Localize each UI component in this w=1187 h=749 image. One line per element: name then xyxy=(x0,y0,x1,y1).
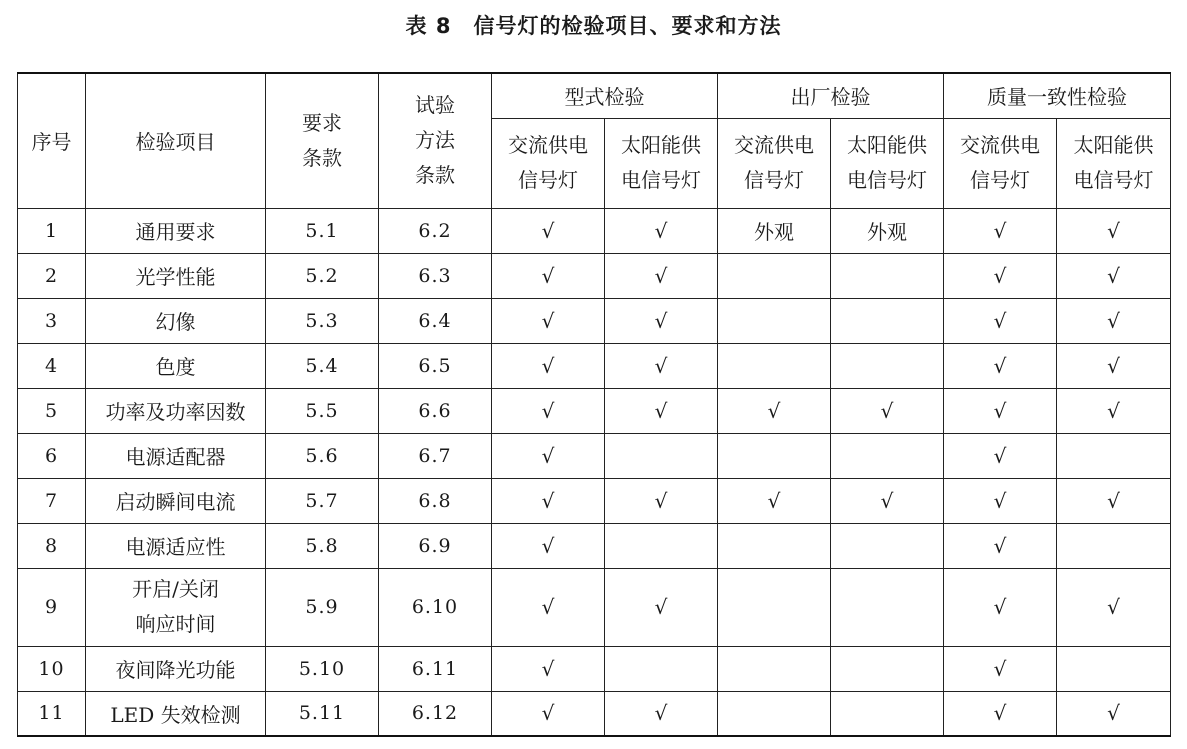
cell-consistency-ac: √ xyxy=(944,208,1057,253)
cell-type-solar: √ xyxy=(605,568,718,646)
header-ac-line1: 交流供电 xyxy=(508,133,588,157)
cell-item-line1: 开启/关闭 xyxy=(132,577,219,601)
cell-seq: 5 xyxy=(18,388,86,433)
cell-seq: 3 xyxy=(18,298,86,343)
cell-consistency-ac: √ xyxy=(944,253,1057,298)
cell-factory-solar xyxy=(831,646,944,691)
table-row xyxy=(18,343,1171,388)
cell-item: 电源适配器 xyxy=(86,433,266,478)
header-seq: 序号 xyxy=(18,73,86,208)
table-row xyxy=(18,646,1171,691)
cell-type-ac: √ xyxy=(492,568,605,646)
header-solar-line1: 太阳能供 xyxy=(847,133,927,157)
cell-consistency-ac: √ xyxy=(944,388,1057,433)
header-factory-test: 出厂检验 xyxy=(718,73,944,118)
cell-factory-ac xyxy=(718,691,831,736)
cell-type-ac: √ xyxy=(492,388,605,433)
header-solar-line2: 电信号灯 xyxy=(621,168,701,192)
header-ac-line2: 信号灯 xyxy=(744,168,804,192)
cell-seq: 1 xyxy=(18,208,86,253)
cell-factory-ac xyxy=(718,568,831,646)
table-body xyxy=(18,208,1171,736)
cell-requirement: 5.1 xyxy=(266,208,379,253)
cell-type-ac: √ xyxy=(492,253,605,298)
cell-factory-ac: √ xyxy=(718,478,831,523)
cell-type-ac: √ xyxy=(492,523,605,568)
cell-requirement: 5.6 xyxy=(266,433,379,478)
cell-method: 6.12 xyxy=(379,691,492,736)
header-ac-line2: 信号灯 xyxy=(970,168,1030,192)
table-row xyxy=(18,691,1171,736)
cell-type-ac: √ xyxy=(492,298,605,343)
table-row xyxy=(18,253,1171,298)
cell-requirement: 5.11 xyxy=(266,691,379,736)
table-header xyxy=(18,73,1171,208)
cell-type-ac: √ xyxy=(492,208,605,253)
cell-consistency-solar: √ xyxy=(1057,208,1171,253)
header-requirement-line1: 要求 xyxy=(302,110,342,135)
cell-requirement: 5.8 xyxy=(266,523,379,568)
cell-item: 色度 xyxy=(86,343,266,388)
header-type-solar xyxy=(605,118,718,208)
cell-factory-ac xyxy=(718,343,831,388)
cell-consistency-ac: √ xyxy=(944,691,1057,736)
cell-consistency-solar: √ xyxy=(1057,568,1171,646)
cell-consistency-solar: √ xyxy=(1057,343,1171,388)
table-row xyxy=(18,388,1171,433)
cell-consistency-solar: √ xyxy=(1057,478,1171,523)
header-ac-line1: 交流供电 xyxy=(734,133,814,157)
cell-factory-ac: √ xyxy=(718,388,831,433)
cell-item: 夜间降光功能 xyxy=(86,646,266,691)
cell-consistency-ac: √ xyxy=(944,568,1057,646)
cell-consistency-ac: √ xyxy=(944,523,1057,568)
cell-consistency-solar xyxy=(1057,433,1171,478)
cell-type-solar: √ xyxy=(605,691,718,736)
header-solar-line1: 太阳能供 xyxy=(1073,133,1154,157)
cell-seq: 4 xyxy=(18,343,86,388)
header-ac-line2: 信号灯 xyxy=(518,168,578,192)
cell-requirement: 5.2 xyxy=(266,253,379,298)
cell-seq: 2 xyxy=(18,253,86,298)
cell-type-solar: √ xyxy=(605,478,718,523)
cell-method: 6.7 xyxy=(379,433,492,478)
header-factory-ac xyxy=(718,118,831,208)
header-method-line2: 方法 xyxy=(415,128,455,153)
cell-seq: 11 xyxy=(18,691,86,736)
cell-requirement: 5.9 xyxy=(266,568,379,646)
cell-type-solar: √ xyxy=(605,343,718,388)
cell-item: 功率及功率因数 xyxy=(86,388,266,433)
cell-factory-solar: √ xyxy=(831,478,944,523)
cell-consistency-solar: √ xyxy=(1057,388,1171,433)
cell-factory-solar xyxy=(831,298,944,343)
cell-method: 6.8 xyxy=(379,478,492,523)
header-consistency-solar xyxy=(1057,118,1171,208)
cell-factory-solar xyxy=(831,523,944,568)
header-solar-line2: 电信号灯 xyxy=(847,168,927,192)
table-row xyxy=(18,568,1171,646)
cell-item: 启动瞬间电流 xyxy=(86,478,266,523)
cell-type-ac: √ xyxy=(492,433,605,478)
cell-item-line2: 响应时间 xyxy=(135,612,216,636)
cell-consistency-ac: √ xyxy=(944,298,1057,343)
cell-method: 6.6 xyxy=(379,388,492,433)
inspection-table xyxy=(17,72,1171,737)
cell-item: 光学性能 xyxy=(86,253,266,298)
cell-type-solar xyxy=(605,523,718,568)
header-consistency-ac xyxy=(944,118,1057,208)
header-requirement-line2: 条款 xyxy=(302,145,342,170)
cell-type-solar: √ xyxy=(605,208,718,253)
cell-consistency-ac: √ xyxy=(944,478,1057,523)
cell-type-ac: √ xyxy=(492,691,605,736)
cell-consistency-solar: √ xyxy=(1057,253,1171,298)
cell-type-solar xyxy=(605,646,718,691)
cell-item xyxy=(86,568,266,646)
cell-seq: 8 xyxy=(18,523,86,568)
table-row xyxy=(18,298,1171,343)
cell-consistency-solar xyxy=(1057,646,1171,691)
cell-requirement: 5.5 xyxy=(266,388,379,433)
cell-factory-ac: 外观 xyxy=(718,208,831,253)
header-ac-line1: 交流供电 xyxy=(960,133,1040,157)
table-row xyxy=(18,433,1171,478)
header-method-line3: 条款 xyxy=(415,163,455,188)
cell-factory-solar: 外观 xyxy=(831,208,944,253)
header-requirement xyxy=(266,73,379,208)
header-solar-line2: 电信号灯 xyxy=(1073,168,1154,192)
cell-requirement: 5.4 xyxy=(266,343,379,388)
cell-method: 6.10 xyxy=(379,568,492,646)
cell-item: 幻像 xyxy=(86,298,266,343)
cell-consistency-solar: √ xyxy=(1057,691,1171,736)
table-row xyxy=(18,208,1171,253)
header-method-line1: 试验 xyxy=(415,93,455,118)
cell-method: 6.2 xyxy=(379,208,492,253)
cell-factory-solar xyxy=(831,343,944,388)
cell-item: 电源适应性 xyxy=(86,523,266,568)
cell-seq: 10 xyxy=(18,646,86,691)
cell-requirement: 5.10 xyxy=(266,646,379,691)
cell-method: 6.9 xyxy=(379,523,492,568)
cell-item: 通用要求 xyxy=(86,208,266,253)
cell-factory-ac xyxy=(718,646,831,691)
cell-consistency-solar xyxy=(1057,523,1171,568)
header-solar-line1: 太阳能供 xyxy=(621,133,701,157)
cell-type-ac: √ xyxy=(492,343,605,388)
header-type-ac xyxy=(492,118,605,208)
cell-seq: 7 xyxy=(18,478,86,523)
cell-type-solar: √ xyxy=(605,253,718,298)
cell-factory-ac xyxy=(718,433,831,478)
cell-type-ac: √ xyxy=(492,478,605,523)
header-factory-solar xyxy=(831,118,944,208)
cell-seq: 6 xyxy=(18,433,86,478)
cell-method: 6.3 xyxy=(379,253,492,298)
cell-consistency-ac: √ xyxy=(944,433,1057,478)
header-method xyxy=(379,73,492,208)
cell-method: 6.4 xyxy=(379,298,492,343)
cell-requirement: 5.7 xyxy=(266,478,379,523)
cell-factory-solar xyxy=(831,433,944,478)
cell-method: 6.5 xyxy=(379,343,492,388)
header-consistency-test: 质量一致性检验 xyxy=(944,73,1171,118)
header-item: 检验项目 xyxy=(86,73,266,208)
cell-type-solar: √ xyxy=(605,298,718,343)
cell-requirement: 5.3 xyxy=(266,298,379,343)
cell-factory-solar: √ xyxy=(831,388,944,433)
cell-seq: 9 xyxy=(18,568,86,646)
cell-factory-ac xyxy=(718,253,831,298)
cell-factory-solar xyxy=(831,568,944,646)
cell-type-solar: √ xyxy=(605,388,718,433)
cell-item: LED 失效检测 xyxy=(86,691,266,736)
cell-consistency-ac: √ xyxy=(944,646,1057,691)
table-title: 表 8 信号灯的检验项目、要求和方法 xyxy=(405,14,782,38)
cell-factory-ac xyxy=(718,523,831,568)
table-row xyxy=(18,523,1171,568)
cell-factory-solar xyxy=(831,253,944,298)
cell-consistency-solar: √ xyxy=(1057,298,1171,343)
cell-consistency-ac: √ xyxy=(944,343,1057,388)
table-row xyxy=(18,478,1171,523)
cell-method: 6.11 xyxy=(379,646,492,691)
cell-type-ac: √ xyxy=(492,646,605,691)
cell-type-solar xyxy=(605,433,718,478)
header-type-test: 型式检验 xyxy=(492,73,718,118)
cell-factory-solar xyxy=(831,691,944,736)
cell-factory-ac xyxy=(718,298,831,343)
